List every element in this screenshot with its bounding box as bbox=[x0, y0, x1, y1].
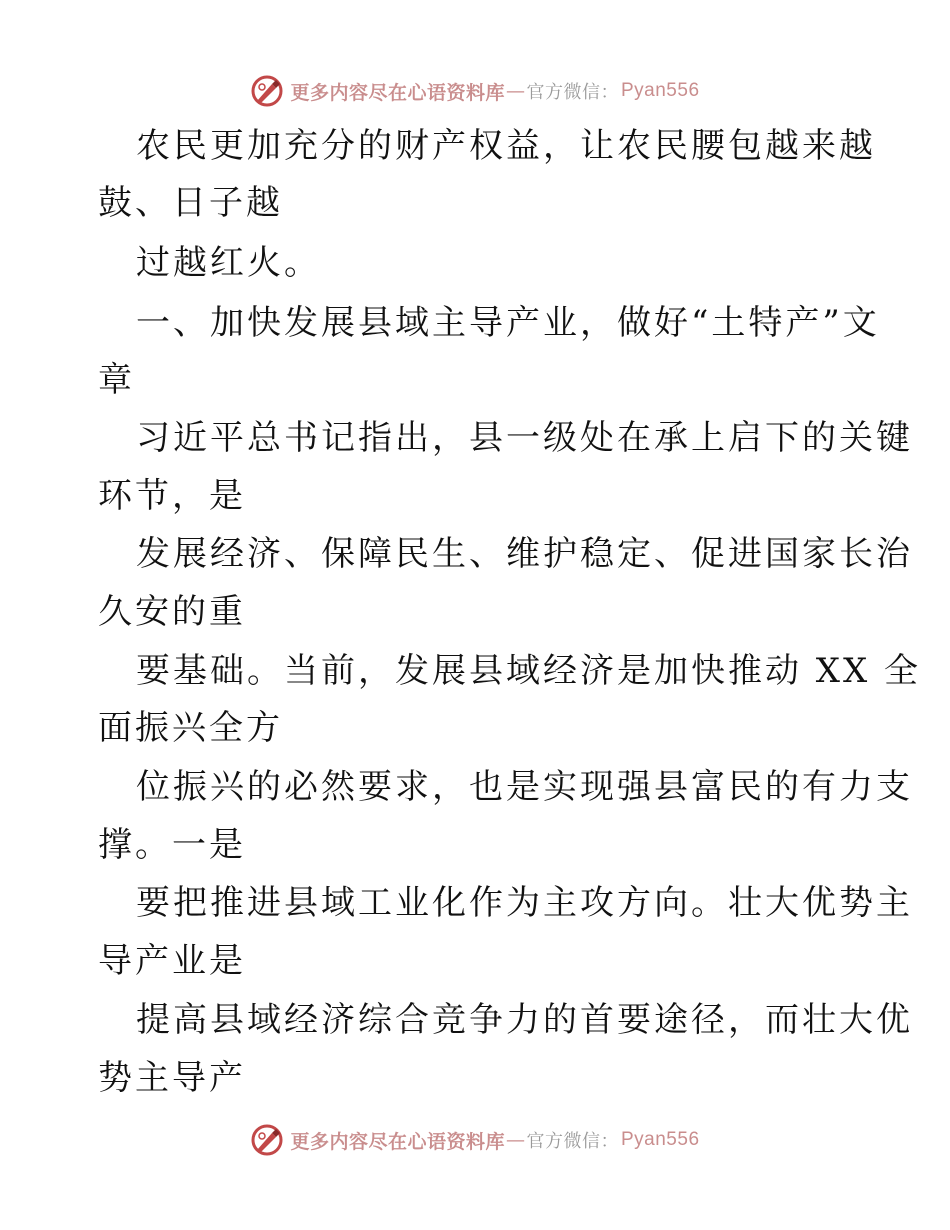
text-line: 发展经济、保障民生、维护稳定、促进国家长治 bbox=[136, 534, 913, 574]
text-line: 势主导产 bbox=[98, 1058, 246, 1098]
text-line: 要基础。当前，发展县域经济是加快推动 XX 全 bbox=[136, 651, 922, 691]
watermark-dash: — bbox=[506, 1129, 526, 1151]
text-line: 农民更加充分的财产权益，让农民腰包越来越 bbox=[136, 126, 876, 166]
watermark-official-label: 官方微信： bbox=[526, 82, 619, 103]
text-line: 过越红火。 bbox=[136, 243, 321, 283]
text-line: 位振兴的必然要求，也是实现强县富民的有力支 bbox=[136, 767, 913, 807]
watermark-dash: — bbox=[506, 80, 526, 102]
text-line: 提高县域经济综合竞争力的首要途径，而壮大优 bbox=[136, 1000, 913, 1040]
text-line: 鼓、日子越 bbox=[98, 183, 283, 223]
pen-logo-icon bbox=[250, 1123, 284, 1157]
text-line: 一、加快发展县域主导产业，做好“土特产”文 bbox=[136, 303, 880, 343]
footer-watermark bbox=[0, 1120, 950, 1160]
watermark-text bbox=[290, 1127, 699, 1154]
watermark-brand: 更多内容尽在心语资料库 bbox=[290, 81, 505, 104]
text-line: 久安的重 bbox=[98, 592, 246, 632]
text-line: 习近平总书记指出，县一级处在承上启下的关键 bbox=[136, 418, 913, 458]
watermark-account: Pyan556 bbox=[621, 80, 700, 101]
text-line: 撑。一是 bbox=[98, 825, 246, 865]
watermark-brand: 更多内容尽在心语资料库 bbox=[290, 1130, 505, 1153]
watermark-account: Pyan556 bbox=[621, 1129, 700, 1150]
text-line: 环节，是 bbox=[98, 476, 246, 516]
text-line: 面振兴全方 bbox=[98, 708, 283, 748]
text-line: 章 bbox=[98, 360, 135, 400]
watermark-official-label: 官方微信： bbox=[526, 1131, 619, 1152]
text-line: 要把推进县域工业化作为主攻方向。壮大优势主 bbox=[136, 883, 913, 923]
text-line: 导产业是 bbox=[98, 941, 246, 981]
